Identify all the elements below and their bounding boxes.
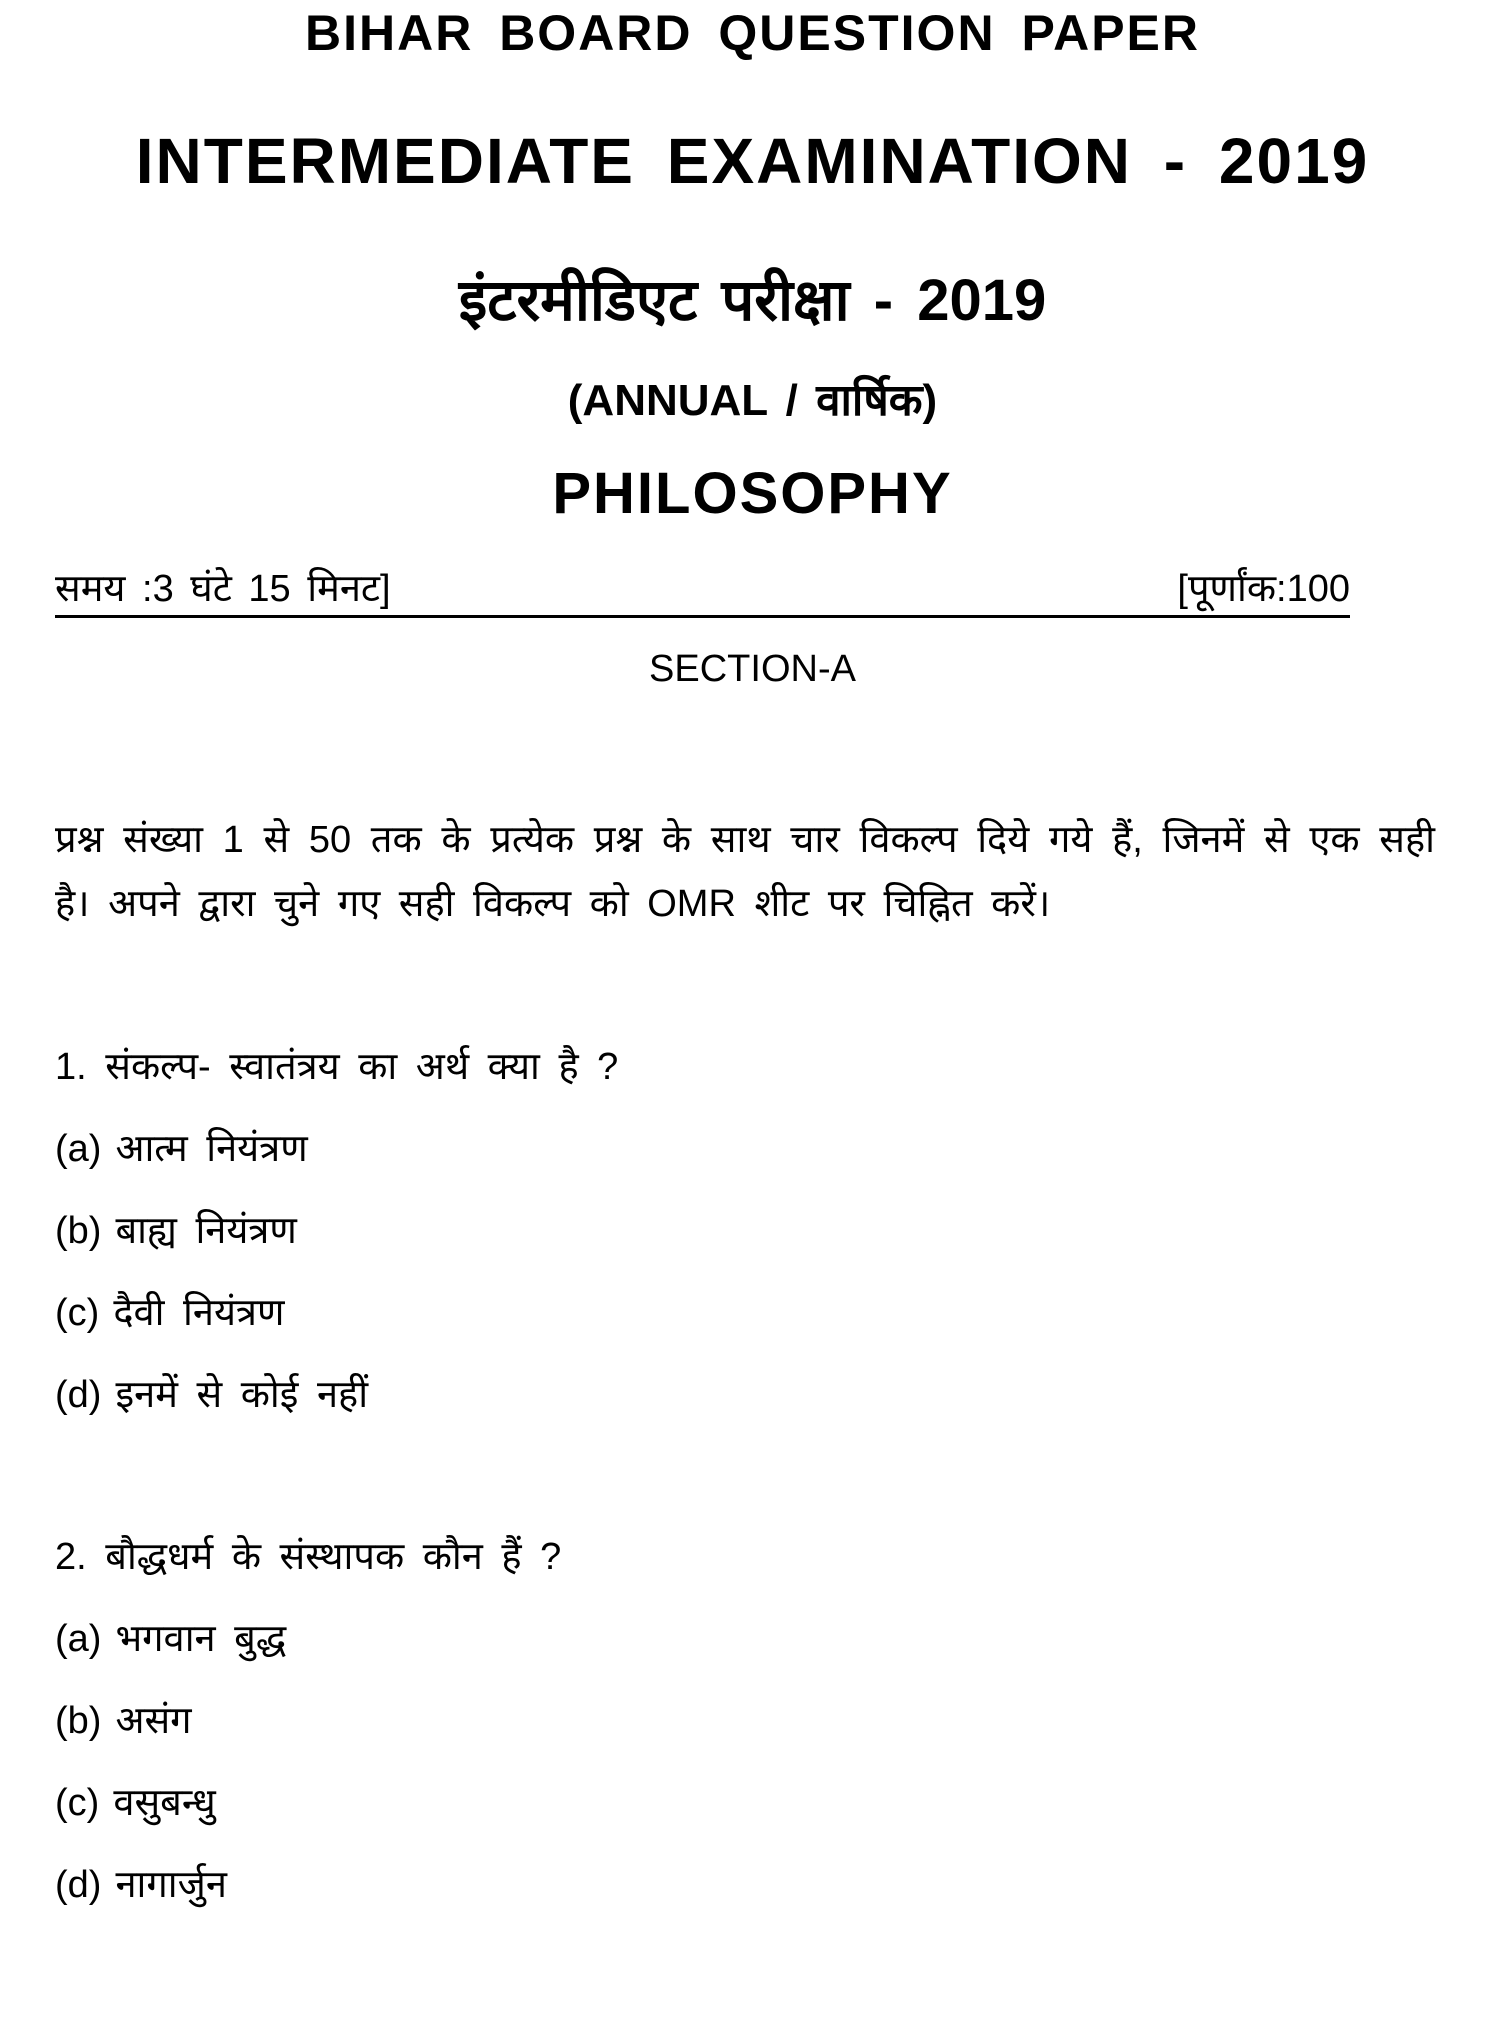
option-label: (a) xyxy=(55,1128,102,1170)
question-1 xyxy=(55,1026,618,1436)
option-text: वसुबन्धु xyxy=(113,1782,216,1824)
exam-title: INTERMEDIATE EXAMINATION - 2019 xyxy=(135,125,1370,197)
option-c xyxy=(55,1762,561,1844)
option-text: बाह्य नियंत्रण xyxy=(115,1210,297,1252)
exam-type: (ANNUAL / वार्षिक) xyxy=(567,376,938,425)
option-label: (d) xyxy=(55,1864,102,1906)
option-text: असंग xyxy=(115,1700,192,1742)
option-b xyxy=(55,1190,618,1272)
question-text xyxy=(55,1516,561,1598)
section-label: SECTION-A xyxy=(649,648,856,690)
time-marks-row xyxy=(55,565,1350,618)
option-b xyxy=(55,1680,561,1762)
option-text: दैवी नियंत्रण xyxy=(113,1292,285,1334)
board-title: BIHAR BOARD QUESTION PAPER xyxy=(304,5,1200,61)
full-marks: [पूर्णांक:100 xyxy=(1177,568,1350,610)
question-body: संकल्प- स्वातंत्रय का अर्थ क्या है ? xyxy=(105,1046,619,1088)
section-instructions: प्रश्न संख्या 1 से 50 तक के प्रत्येक प्रश्न के साथ चार विकल्प दिये गये हैं, जिनमें से एक सही है। अपने द्वारा चुने गए सही विकल्प को OMR शीट पर चिह्नित करें। xyxy=(55,819,1435,925)
option-label: (c) xyxy=(55,1292,100,1334)
option-label: (c) xyxy=(55,1782,100,1824)
option-label: (a) xyxy=(55,1618,102,1660)
option-d xyxy=(55,1844,561,1926)
option-a xyxy=(55,1108,618,1190)
option-label: (d) xyxy=(55,1374,102,1416)
option-text: नागार्जुन xyxy=(115,1864,227,1906)
question-number: 1. xyxy=(55,1046,87,1088)
question-2 xyxy=(55,1516,561,1926)
option-text: इनमें से कोई नहीं xyxy=(115,1374,369,1416)
question-number: 2. xyxy=(55,1536,87,1578)
question-text xyxy=(55,1026,618,1108)
option-c xyxy=(55,1272,618,1354)
option-text: आत्म नियंत्रण xyxy=(115,1128,308,1170)
option-d xyxy=(55,1354,618,1436)
time-allowed: समय :3 घंटे 15 मिनट] xyxy=(55,568,391,610)
subject-title: PHILOSOPHY xyxy=(552,461,953,526)
option-label: (b) xyxy=(55,1210,102,1252)
option-a xyxy=(55,1598,561,1680)
question-body: बौद्धधर्म के संस्थापक कौन हैं ? xyxy=(105,1536,562,1578)
option-label: (b) xyxy=(55,1700,102,1742)
exam-title-hindi: इंटरमीडिएट परीक्षा - 2019 xyxy=(458,268,1047,333)
option-text: भगवान बुद्ध xyxy=(115,1618,287,1660)
